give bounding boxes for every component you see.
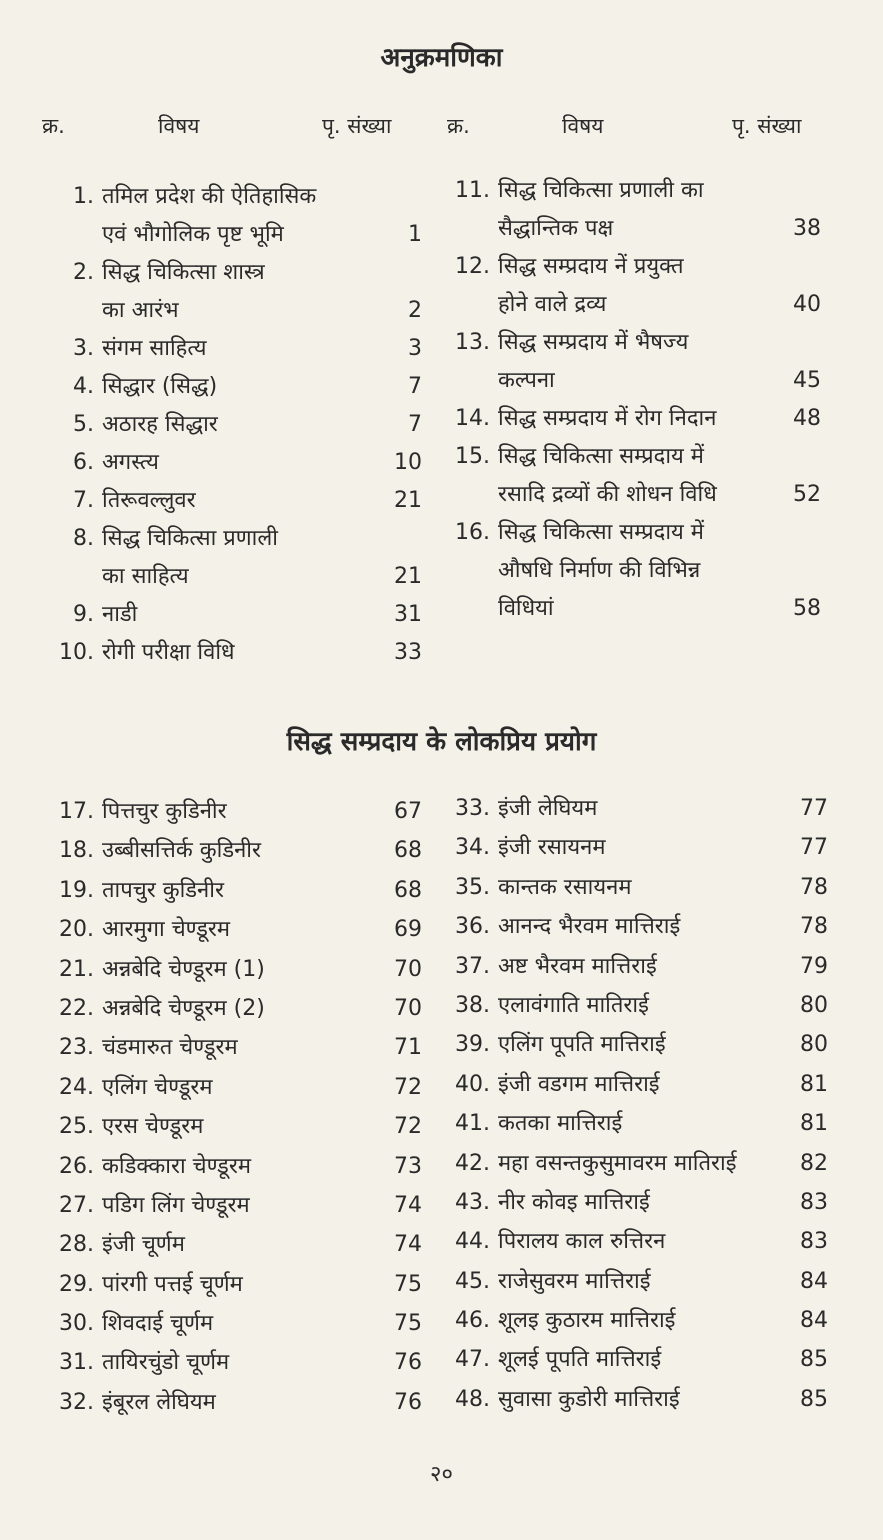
toc-entry [52,596,424,634]
entry-page: 70 [394,956,422,982]
toc-entry [448,172,823,210]
entry-number: 27. [59,1192,94,1218]
toc-entry [448,1065,830,1104]
preparations-right-column [448,789,830,1419]
entry-title: एवं भौगोलिक पृष्ट भूमि [102,222,284,247]
entry-title: अगस्त्य [102,450,159,475]
toc-entry [448,210,823,248]
entry-page: 74 [394,1192,422,1218]
toc-entry [448,1144,830,1183]
toc-entry [448,947,830,986]
toc-entry [52,1068,424,1107]
entry-page: 70 [394,995,422,1021]
toc-entry [52,444,424,482]
toc-entry [52,558,424,596]
entry-page: 52 [793,482,821,507]
entry-title: इंजी वडगम मात्तिराई [498,1071,660,1097]
entry-number: 32. [59,1389,94,1415]
entry-page: 79 [800,953,828,979]
entry-number: 18. [59,838,94,864]
entry-title: इंजी चूर्णम [102,1232,185,1258]
toc-entry [52,254,424,292]
entry-title: शूलई पूपति मात्तिराई [498,1347,662,1373]
entry-title: रोगी परीक्षा विधि [102,640,235,665]
toc-entry [52,1186,424,1225]
entry-title: सुवासा कुडोरी मात्तिराई [498,1386,680,1412]
entry-title: कान्तक रसायनम [498,874,632,900]
entry-page: 10 [394,450,422,475]
toc-entry [52,634,424,672]
entry-page: 74 [394,1232,422,1258]
entry-number: 26. [59,1153,94,1179]
entry-title: पित्तचुर कुडिनीर [102,799,227,824]
entry-number: 21. [59,956,94,982]
entry-page: 80 [800,1032,828,1058]
toc-entry [52,1304,424,1343]
entry-page: 81 [800,1111,828,1137]
entry-page: 83 [800,1229,828,1255]
toc-entry [448,362,823,400]
entry-number: 8. [73,526,94,551]
entry-number: 38. [455,992,490,1018]
entry-title: पडिग लिंग चेण्डूरम [102,1192,250,1218]
toc-entry [52,292,424,330]
entry-page: 81 [800,1071,828,1097]
entry-number: 23. [59,1035,94,1061]
entry-title: अन्नबेदि चेण्डूरम (1) [102,956,265,982]
entry-title: अष्ट भैरवम मात्तिराई [498,953,657,979]
entry-page: 67 [394,799,422,824]
toc-entry [52,1343,424,1382]
entry-page: 3 [408,336,422,361]
entry-page: 21 [394,564,422,589]
toc-entry [52,1383,424,1422]
entry-title: एलिंग चेण्डूरम [102,1074,213,1100]
entry-title: विधियां [498,596,554,621]
entry-number: 20. [59,917,94,943]
entry-page: 76 [394,1350,422,1376]
entry-title: इंजी लेघियम [498,796,598,821]
entry-title: अन्नबेदि चेण्डूरम (2) [102,995,265,1021]
toc-entry [448,1183,830,1222]
toc-entry [448,590,823,628]
page-number: २० [430,1462,453,1487]
entry-page: 83 [800,1189,828,1215]
toc-entry [52,910,424,949]
entry-title: अठारह सिद्धार [102,412,218,437]
entry-number: 2. [73,260,94,285]
header-left-page: पृ. संख्या [322,114,392,138]
entry-title: का साहित्य [102,564,189,589]
entry-page: 78 [800,874,828,900]
entry-page: 40 [793,292,821,317]
toc-entry [448,828,830,867]
toc-right-column [448,172,823,628]
entry-title: रसादि द्रव्यों की शोधन विधि [498,482,717,507]
entry-title: शूलइ कुठारम मात्तिराई [498,1308,676,1334]
entry-number: 47. [455,1347,490,1373]
toc-entry [52,482,424,520]
toc-entry [448,1340,830,1379]
toc-entry [52,792,424,831]
toc-entry [448,1301,830,1340]
entry-page: 68 [394,877,422,903]
entry-page: 75 [394,1311,422,1337]
entry-page: 84 [800,1308,828,1334]
entry-number: 42. [455,1150,490,1176]
entry-title: सिद्धार (सिद्ध) [102,374,218,399]
toc-entry [448,400,823,438]
toc-entry [52,520,424,558]
entry-number: 29. [59,1271,94,1297]
entry-number: 33. [455,796,490,821]
toc-entry [52,1028,424,1067]
entry-title: कडिक्कारा चेण्डूरम [102,1153,251,1179]
entry-page: 73 [394,1153,422,1179]
toc-entry [52,871,424,910]
entry-page: 7 [408,374,422,399]
toc-entry [52,406,424,444]
entry-title: इंबूरल लेघियम [102,1389,216,1415]
toc-entry [448,476,823,514]
entry-page: 71 [394,1035,422,1061]
entry-number: 16. [455,520,490,545]
toc-entry [448,286,823,324]
toc-entry [448,1262,830,1301]
entry-title: तापचुर कुडिनीर [102,877,224,903]
entry-page: 75 [394,1271,422,1297]
entry-page: 72 [394,1114,422,1140]
entry-page: 48 [793,406,821,431]
entry-title: नीर कोवइ मात्तिराई [498,1189,650,1215]
toc-entry [448,1222,830,1261]
entry-page: 72 [394,1074,422,1100]
toc-entry [448,789,830,828]
toc-entry [52,330,424,368]
entry-number: 41. [455,1111,490,1137]
toc-entry [52,950,424,989]
entry-title: औषधि निर्माण की विभिन्न [498,558,701,583]
entry-page: 38 [793,216,821,241]
entry-title: इंजी रसायनम [498,835,606,861]
entry-page: 7 [408,412,422,437]
section-title: सिद्ध सम्प्रदाय के लोकप्रिय प्रयोग [286,727,597,757]
entry-number: 25. [59,1114,94,1140]
entry-title: आरमुगा चेण्डूरम [102,917,231,943]
entry-number: 10. [59,640,94,665]
toc-entry [448,514,823,552]
toc-entry [448,1104,830,1143]
toc-entry [448,1380,830,1419]
toc-entry [52,989,424,1028]
toc-entry [448,986,830,1025]
entry-title: सिद्ध चिकित्सा प्रणाली का [498,178,704,203]
entry-number: 3. [73,336,94,361]
entry-page: 2 [408,298,422,323]
entry-number: 31. [59,1350,94,1376]
entry-number: 13. [455,330,490,355]
toc-entry [52,1265,424,1304]
entry-title: सिद्ध सम्प्रदाय में भैषज्य [498,330,689,355]
entry-number: 35. [455,874,490,900]
entry-page: 77 [800,796,828,821]
entry-number: 30. [59,1311,94,1337]
entry-page: 85 [800,1386,828,1412]
entry-number: 46. [455,1308,490,1334]
entry-page: 33 [394,640,422,665]
entry-title: सैद्धान्तिक पक्ष [498,216,614,241]
entry-number: 24. [59,1074,94,1100]
entry-number: 9. [73,602,94,627]
entry-title: शिवदाई चूर्णम [102,1311,214,1337]
entry-number: 37. [455,953,490,979]
entry-title: सिद्ध सम्प्रदाय में रोग निदान [498,406,717,431]
entry-number: 22. [59,995,94,1021]
toc-left-column [52,178,424,672]
entry-page: 82 [800,1150,828,1176]
entry-page: 68 [394,838,422,864]
entry-number: 39. [455,1032,490,1058]
entry-title: का आरंभ [102,298,179,323]
toc-entry [52,178,424,216]
entry-title: सिद्ध चिकित्सा सम्प्रदाय में [498,444,704,469]
entry-title: पिरालय काल रुत्तिरन [498,1229,666,1255]
entry-page: 85 [800,1347,828,1373]
entry-number: 1. [73,184,94,209]
entry-title: सिद्ध चिकित्सा प्रणाली [102,526,278,551]
entry-title: महा वसन्तकुसुमावरम मातिराई [498,1150,737,1176]
entry-title: संगम साहित्य [102,336,207,361]
entry-page: 1 [408,222,422,247]
preparations-left-column [52,792,424,1422]
toc-entry [52,831,424,870]
entry-title: एलावंगाति मातिराई [498,992,649,1018]
toc-entry [448,1025,830,1064]
entry-number: 14. [455,406,490,431]
page-title: अनुक्रमणिका [380,43,503,73]
entry-number: 40. [455,1071,490,1097]
entry-title: सिद्ध चिकित्सा सम्प्रदाय में [498,520,704,545]
entry-page: 21 [394,488,422,513]
entry-title: तिरूवल्लुवर [102,488,196,513]
entry-number: 44. [455,1229,490,1255]
entry-number: 28. [59,1232,94,1258]
entry-title: नाडी [102,602,138,627]
entry-number: 12. [455,254,490,279]
entry-number: 45. [455,1268,490,1294]
entry-title: एलिंग पूपति मात्तिराई [498,1032,666,1058]
header-right-subject: विषय [562,114,604,138]
header-left-num: क्र. [42,114,65,138]
entry-title: सिद्ध सम्प्रदाय नें प्रयुक्त [498,254,684,279]
toc-entry [52,216,424,254]
entry-title: उब्बीसत्तिर्क कुडिनीर [102,838,261,864]
toc-entry [52,1147,424,1186]
entry-number: 43. [455,1189,490,1215]
entry-page: 80 [800,992,828,1018]
toc-entry [448,438,823,476]
entry-number: 7. [73,488,94,513]
entry-page: 45 [793,368,821,393]
header-right-page: पृ. संख्या [732,114,802,138]
toc-entry [448,552,823,590]
entry-page: 77 [800,835,828,861]
toc-entry [52,1107,424,1146]
entry-title: पांरगी पत्तई चूर्णम [102,1271,243,1297]
entry-page: 76 [394,1389,422,1415]
toc-entry [52,1225,424,1264]
entry-page: 31 [394,602,422,627]
entry-number: 15. [455,444,490,469]
entry-number: 34. [455,835,490,861]
entry-number: 17. [59,799,94,824]
toc-entry [448,324,823,362]
entry-title: तमिल प्रदेश की ऐतिहासिक [102,184,317,209]
entry-title: कतका मात्तिराई [498,1111,623,1137]
entry-page: 84 [800,1268,828,1294]
entry-title: चंडमारुत चेण्डूरम [102,1035,238,1061]
entry-page: 78 [800,914,828,940]
header-left-subject: विषय [158,114,200,138]
toc-entry [448,248,823,286]
entry-title: आनन्द भैरवम मात्तिराई [498,914,681,940]
entry-number: 5. [73,412,94,437]
entry-title: होने वाले द्रव्य [498,292,607,317]
entry-title: राजेसुवरम मात्तिराई [498,1268,651,1294]
entry-title: सिद्ध चिकित्सा शास्त्र [102,260,265,285]
header-right-num: क्र. [447,114,470,138]
entry-number: 36. [455,914,490,940]
entry-number: 6. [73,450,94,475]
entry-page: 58 [793,596,821,621]
entry-title: एरस चेण्डूरम [102,1114,204,1140]
entry-title: कल्पना [498,368,555,393]
entry-title: तायिरचुंडो चूर्णम [102,1350,230,1376]
entry-number: 19. [59,877,94,903]
toc-entry [448,868,830,907]
entry-page: 69 [394,917,422,943]
toc-entry [52,368,424,406]
entry-number: 4. [73,374,94,399]
entry-number: 48. [455,1386,490,1412]
toc-entry [448,907,830,946]
entry-number: 11. [455,178,490,203]
